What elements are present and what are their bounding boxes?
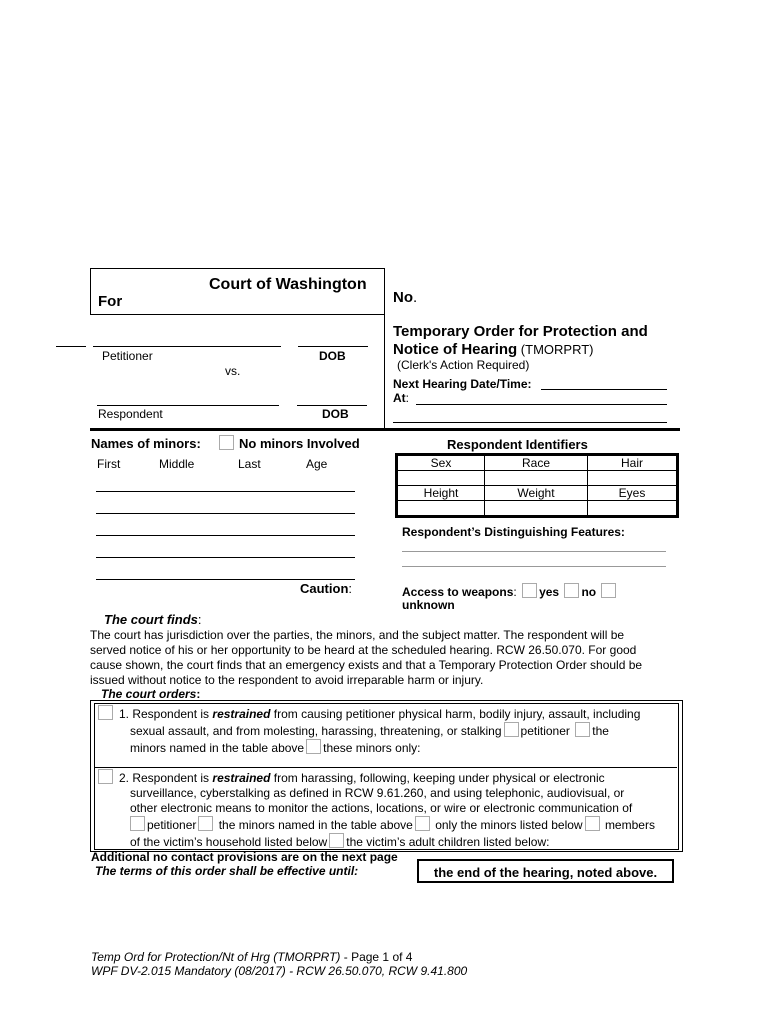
orders-heading-colon: : bbox=[196, 687, 201, 701]
order-1-line2-text: sexual assault, and from molesting, harassing, threatening, or stalking bbox=[130, 724, 502, 738]
minor-row-2[interactable] bbox=[96, 513, 355, 514]
order-2-line-2: surveillance, cyberstalking as defined in RCW 9.61.260, and using telephonic, audiovisual, or bbox=[130, 786, 625, 800]
weapons-no-label: no bbox=[581, 585, 597, 599]
footer-line-1 bbox=[91, 950, 412, 964]
case-number-punct: . bbox=[413, 289, 418, 306]
minors-label: Names of minors: bbox=[91, 436, 201, 451]
at-field[interactable] bbox=[416, 404, 667, 405]
order-2-adult-checkbox[interactable] bbox=[329, 833, 344, 848]
weapons-unknown-label: unknown bbox=[402, 598, 455, 612]
order-2-line-1 bbox=[98, 769, 678, 786]
col-age: Age bbox=[306, 457, 328, 471]
features-line-2[interactable] bbox=[402, 566, 666, 567]
order-2-line-5 bbox=[98, 833, 678, 850]
section-rule bbox=[90, 428, 680, 431]
weapons-label: Access to weapons bbox=[402, 585, 514, 599]
order-2-members: members bbox=[604, 818, 655, 832]
clerk-action: (Clerk's Action Required) bbox=[397, 358, 530, 372]
margin-mark bbox=[56, 346, 86, 347]
footer-page: - Page 1 of 4 bbox=[340, 950, 413, 964]
minor-row-4[interactable] bbox=[96, 557, 355, 558]
order-1-line-1 bbox=[98, 705, 678, 722]
order-1-these: these minors only: bbox=[323, 741, 421, 755]
weapons-row bbox=[402, 583, 618, 599]
ident-hair-header: Hair bbox=[588, 455, 678, 471]
court-name: Court of Washington bbox=[209, 276, 367, 293]
document-title-bold: Notice of Hearing bbox=[393, 341, 518, 358]
order-2-minors-table: the minors named in the table above bbox=[218, 818, 413, 832]
orders-separator bbox=[94, 767, 677, 768]
no-minors-label: No minors Involved bbox=[239, 436, 360, 451]
identifiers-title: Respondent Identifiers bbox=[447, 437, 588, 452]
at-colon: : bbox=[405, 391, 410, 405]
order-2-text-a: 2. Respondent is bbox=[119, 771, 213, 785]
caution-colon: : bbox=[348, 581, 353, 596]
next-hearing-field[interactable] bbox=[541, 389, 667, 390]
order-2-members-checkbox[interactable] bbox=[585, 816, 600, 831]
order-1-text-a: 1. Respondent is bbox=[119, 707, 213, 721]
weapons-yes-label: yes bbox=[539, 585, 560, 599]
order-2-line-4 bbox=[98, 816, 678, 833]
order-1-checkbox[interactable] bbox=[98, 705, 113, 720]
caution-label bbox=[300, 581, 352, 596]
effective-until-box: the end of the hearing, noted above. bbox=[417, 859, 674, 883]
case-number bbox=[393, 289, 417, 306]
findings-heading bbox=[104, 612, 202, 627]
document-title-line1: Temporary Order for Protection and bbox=[393, 323, 648, 340]
weapons-yes-checkbox[interactable] bbox=[522, 583, 537, 598]
terms-label: The terms of this order shall be effective until: bbox=[95, 864, 359, 878]
ident-race-header: Race bbox=[485, 455, 588, 471]
features-label: Respondent’s Distinguishing Features: bbox=[402, 525, 625, 539]
findings-text bbox=[90, 628, 690, 688]
ident-eyes-value[interactable] bbox=[588, 501, 678, 517]
order-2-adult: the victim’s adult children listed below: bbox=[346, 835, 550, 849]
petitioner-label: Petitioner bbox=[102, 349, 153, 363]
ident-weight-header: Weight bbox=[485, 486, 588, 501]
ident-sex-header: Sex bbox=[397, 455, 485, 471]
vs-label: vs. bbox=[225, 364, 241, 378]
order-1-petitioner-checkbox[interactable] bbox=[504, 722, 519, 737]
no-minors-checkbox[interactable] bbox=[219, 435, 234, 450]
order-2-household: of the victim’s household listed below bbox=[130, 835, 328, 849]
identifiers-table bbox=[395, 453, 679, 518]
document-code: (TMORPRT) bbox=[517, 342, 594, 357]
findings-line: The court has jurisdiction over the parties, the minors, and the subject matter. The respondent will be bbox=[90, 628, 625, 642]
findings-line: issued without notice to the respondent to avoid irreparable harm or injury. bbox=[90, 673, 484, 687]
header-divider bbox=[384, 268, 385, 430]
col-first: First bbox=[97, 457, 121, 471]
order-2-restrained: restrained bbox=[212, 771, 271, 785]
order-1-text-b: from causing petitioner physical harm, bodily injury, assault, including bbox=[270, 707, 641, 721]
ident-race-value[interactable] bbox=[485, 471, 588, 486]
ident-height-header: Height bbox=[397, 486, 485, 501]
respondent-label: Respondent bbox=[98, 407, 163, 421]
ident-weight-value[interactable] bbox=[485, 501, 588, 517]
findings-heading-text: The court finds bbox=[104, 612, 198, 627]
order-1-these-checkbox[interactable] bbox=[306, 739, 321, 754]
at-field-line2[interactable] bbox=[393, 422, 667, 423]
for-label: For bbox=[98, 293, 123, 310]
order-1-line-2 bbox=[98, 722, 678, 739]
order-1-line-3 bbox=[98, 739, 678, 756]
orders-heading-text: The court orders bbox=[101, 687, 197, 701]
caution-text: Caution bbox=[300, 581, 349, 596]
respondent-dob-line[interactable] bbox=[297, 405, 367, 406]
findings-line: served notice of his or her opportunity to be heard at the scheduled hearing. RCW 26.50.070. For good bbox=[90, 643, 637, 657]
at-label bbox=[393, 391, 409, 405]
next-hearing-label: Next Hearing Date/Time: bbox=[393, 377, 532, 391]
case-number-label: No bbox=[393, 289, 413, 306]
order-2-petitioner-checkbox[interactable] bbox=[130, 816, 145, 831]
orders-heading bbox=[101, 687, 200, 701]
weapons-no-checkbox[interactable] bbox=[564, 583, 579, 598]
order-1-the: the bbox=[592, 724, 609, 738]
findings-line: cause shown, the court finds that an emergency exists and that a Temporary Protection Order should be bbox=[90, 658, 643, 672]
order-2-petitioner: petitioner bbox=[147, 818, 197, 832]
respondent-dob-label: DOB bbox=[322, 407, 349, 421]
petitioner-line[interactable] bbox=[93, 346, 281, 347]
ident-hair-value[interactable] bbox=[588, 471, 678, 486]
col-middle: Middle bbox=[159, 457, 195, 471]
minor-row-3[interactable] bbox=[96, 535, 355, 536]
document-title-line2 bbox=[393, 341, 594, 358]
order-item-1 bbox=[98, 705, 678, 756]
ident-eyes-header: Eyes bbox=[588, 486, 678, 501]
minor-row-5[interactable] bbox=[96, 579, 355, 580]
ident-sex-value[interactable] bbox=[397, 471, 485, 486]
order-2-minors-table-checkbox[interactable] bbox=[198, 816, 213, 831]
order-1-petitioner: petitioner bbox=[520, 724, 570, 738]
findings-heading-colon: : bbox=[197, 612, 202, 627]
order-item-2 bbox=[98, 769, 678, 850]
order-1-restrained: restrained bbox=[212, 707, 271, 721]
petitioner-dob-line[interactable] bbox=[298, 346, 368, 347]
minor-row-1[interactable] bbox=[96, 491, 355, 492]
order-1-minors-checkbox[interactable] bbox=[575, 722, 590, 737]
order-2-line-3: other electronic means to monitor the actions, locations, or wire or electronic communication of bbox=[130, 801, 633, 815]
weapons-unknown-checkbox[interactable] bbox=[601, 583, 616, 598]
footer-line-2: WPF DV-2.015 Mandatory (08/2017) - RCW 26.50.070, RCW 9.41.800 bbox=[91, 964, 468, 978]
features-line-1[interactable] bbox=[402, 551, 666, 552]
ident-height-value[interactable] bbox=[397, 501, 485, 517]
order-1-line3-text: minors named in the table above bbox=[130, 741, 305, 755]
respondent-line[interactable] bbox=[97, 405, 279, 406]
order-2-text-b: from harassing, following, keeping under physical or electronic bbox=[270, 771, 605, 785]
col-last: Last bbox=[238, 457, 261, 471]
order-2-checkbox[interactable] bbox=[98, 769, 113, 784]
petitioner-dob-label: DOB bbox=[319, 349, 346, 363]
order-2-minors-below: only the minors listed below bbox=[435, 818, 583, 832]
at-label-text: At bbox=[393, 391, 406, 405]
order-2-minors-below-checkbox[interactable] bbox=[415, 816, 430, 831]
additional-provisions: Additional no contact provisions are on the next page bbox=[91, 850, 398, 864]
weapons-colon: : bbox=[513, 585, 517, 599]
footer-form-title: Temp Ord for Protection/Nt of Hrg (TMORPRT) bbox=[91, 950, 341, 964]
